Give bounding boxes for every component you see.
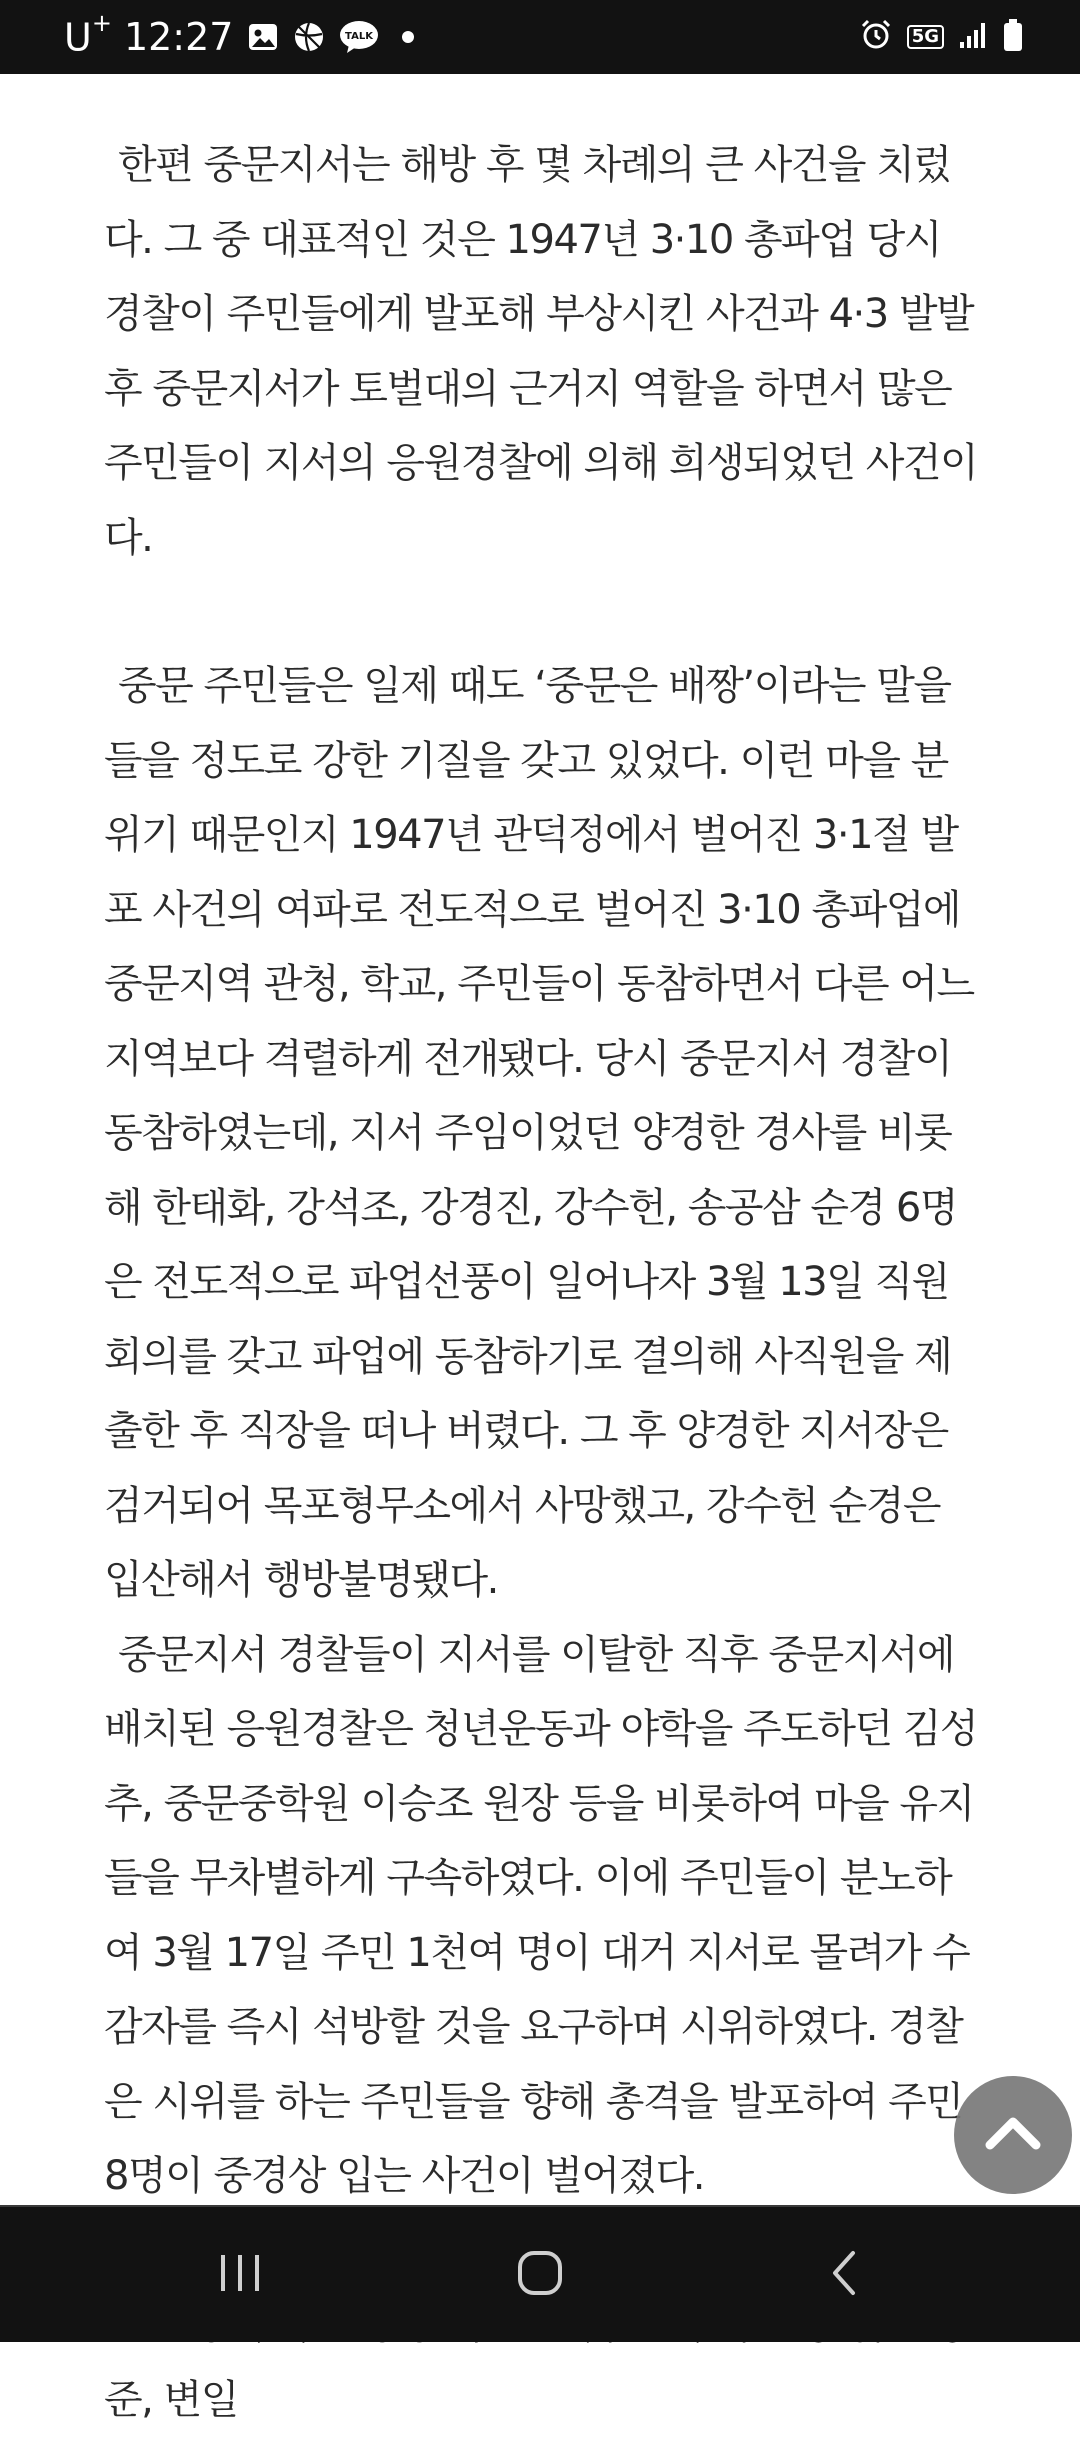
recent-apps-icon (217, 2251, 263, 2299)
carrier-name: U (64, 15, 92, 59)
status-bar (0, 0, 1080, 74)
scroll-to-top-button[interactable] (954, 2076, 1072, 2194)
recent-apps-button[interactable] (160, 2207, 320, 2342)
article-paragraph: 중문지서 경찰들이 지서를 이탈한 직후 중문지서에 배치된 응원경찰은 청년운동과 야학을 주도하던 김성추, 중문중학원 이승조 원장 등을 비롯하여 마을 유지들을 무차별하게 구속하였다. 이에 주민들이 분노하여 3월 17일 주민 1천여 명이 대거 지서로 몰려가 수감자를 즉시 석방할 것을 요구하며 시위하였다. 경찰은 시위를 하는 주민들을 향해 총격을 발포하여 주민 8명이 중경상 입는 사건이 벌어졌다. (104, 1618, 984, 2214)
dot-icon (401, 30, 415, 44)
clock: 12:27 (124, 15, 234, 59)
home-icon (516, 2249, 564, 2301)
article-body (104, 128, 984, 2437)
carrier-sup: + (92, 9, 112, 37)
chevron-up-icon (984, 2113, 1042, 2157)
talk-icon-label: TALK (346, 31, 375, 42)
home-button[interactable] (460, 2207, 620, 2342)
carrier-label (64, 15, 112, 60)
navigation-bar (0, 2205, 1080, 2342)
article-paragraph: 한편 중문지서는 해방 후 몇 차례의 큰 사건을 치렀다. 그 중 대표적인 것은 1947년 3·10 총파업 당시 경찰이 주민들에게 발포해 부상시킨 사건과 4·3 발발 후 중문지서가 토벌대의 근거지 역할을 하면서 많은 주민들이 지서의 응원경찰에 의해 희생되었던 사건이다. (104, 128, 984, 575)
paragraph-spacer (104, 575, 984, 649)
basketball-icon (293, 21, 325, 53)
signal-icon (958, 20, 988, 54)
status-bar-right (859, 0, 1024, 74)
article-paragraph: 준, 변일 (104, 2214, 984, 2437)
talk-icon (339, 20, 379, 54)
status-bar-left (64, 0, 415, 74)
article-paragraph: 중문 주민들은 일제 때도 ‘중문은 배짱’이라는 말을 들을 정도로 강한 기질을 갖고 있었다. 이런 마을 분위기 때문인지 1947년 관덕정에서 벌어진 3·1절 발포 사건의 여파로 전도적으로 벌어진 3·10 총파업에 중문지역 관청, 학교, 주민들이 동참하면서 다른 어느 지역보다 격렬하게 전개됐다. 당시 중문지서 경찰이 동참하였는데, 지서 주임이었던 양경한 경사를 비롯해 한태화, 강석조, 강경진, 강수헌, 송공삼 순경 6명은 전도적으로 파업선풍이 일어나자 3월 13일 직원회의를 갖고 파업에 동참하기로 결의해 사직원을 제출한 후 직장을 떠나 버렸다. 그 후 양경한 지서장은 검거되어 목포형무소에서 사망했고, 강수헌 순경은 입산해서 행방불명됐다. (104, 649, 984, 1618)
back-button[interactable] (764, 2207, 924, 2342)
network-badge: 5G (907, 25, 944, 49)
gallery-icon (247, 21, 279, 53)
battery-icon (1002, 18, 1024, 56)
back-chevron-icon (829, 2249, 859, 2301)
alarm-icon (859, 18, 893, 56)
